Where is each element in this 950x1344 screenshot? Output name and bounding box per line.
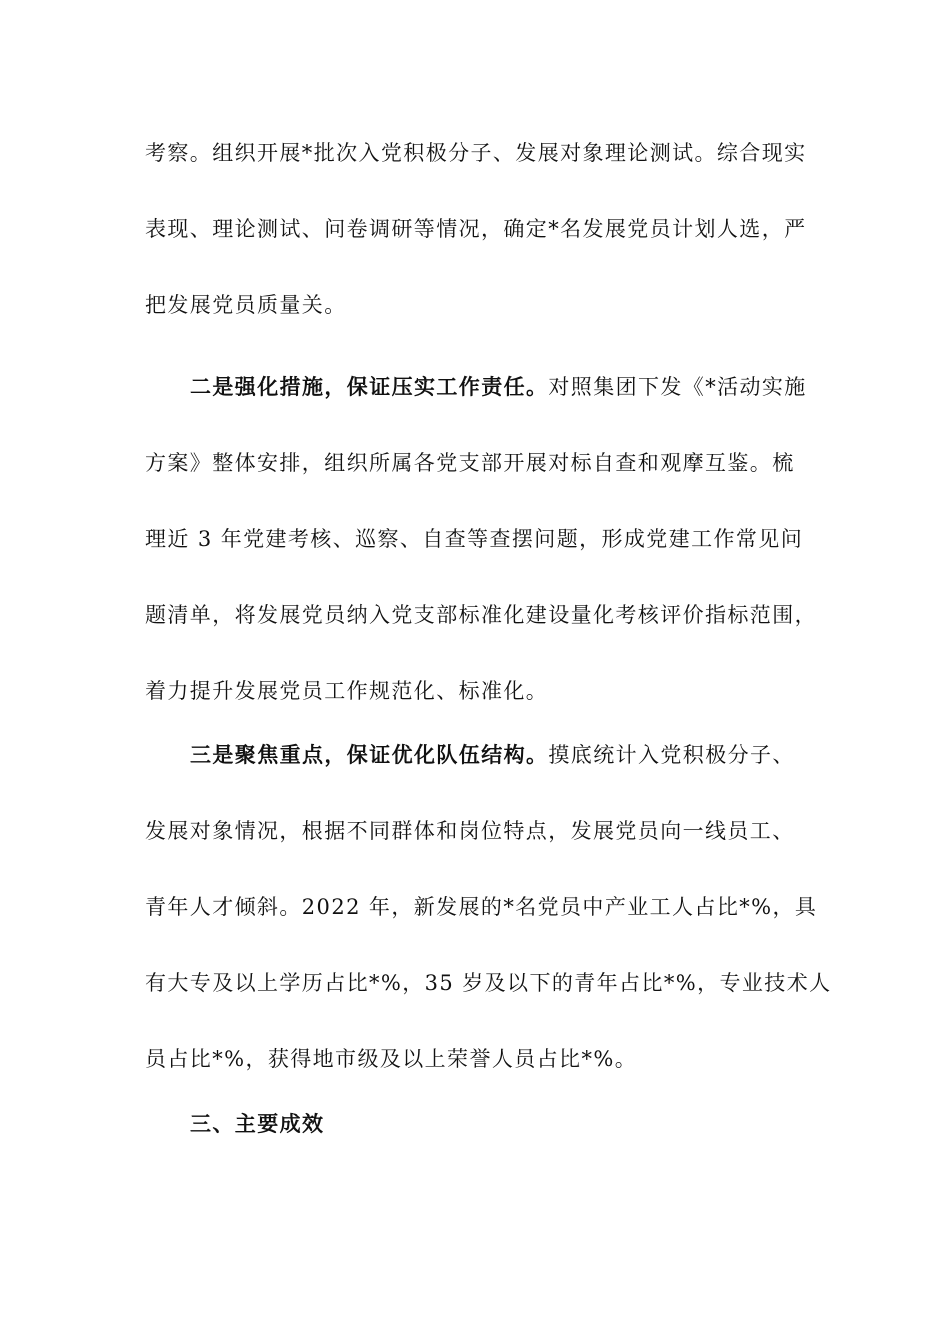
paragraph-line: 题清单，将发展党员纳入党支部标准化建设量化考核评价指标范围，	[145, 603, 817, 627]
paragraph-selection-process	[145, 115, 805, 343]
paragraph-first-line	[145, 349, 805, 425]
paragraph-line: 青年人才倾斜。2022 年，新发展的*名党员中产业工人占比*%，具	[145, 895, 818, 919]
paragraph-line: 表现、理论测试、问卷调研等情况，确定*名发展党员计划人选，严	[145, 217, 807, 241]
paragraph-focus-priorities	[145, 717, 832, 1097]
paragraph-line: 把发展党员质量关。	[145, 293, 347, 317]
paragraph-line: 考察。组织开展*批次入党积极分子、发展对象理论测试。综合现实	[145, 141, 807, 165]
paragraph-line: 理近 3 年党建考核、巡察、自查等查摆问题，形成党建工作常见问	[145, 527, 804, 551]
paragraph-strengthen-measures	[145, 349, 817, 729]
paragraph-line: 发展对象情况，根据不同群体和岗位特点，发展党员向一线员工、	[145, 819, 795, 843]
paragraph-line: 方案》整体安排，组织所属各党支部开展对标自查和观摩互鉴。梳	[145, 451, 795, 475]
paragraph-lead: 三是聚焦重点，保证优化队伍结构。	[190, 742, 549, 767]
paragraph-line-rest: 摸底统计入党积极分子、	[548, 743, 795, 767]
paragraph-line: 着力提升发展党员工作规范化、标准化。	[145, 679, 549, 703]
paragraph-line-rest: 对照集团下发《*活动实施	[548, 375, 807, 399]
paragraph-lead: 二是强化措施，保证压实工作责任。	[190, 374, 549, 399]
section-heading: 三、主要成效	[190, 1111, 325, 1136]
paragraph-first-line	[145, 717, 805, 793]
paragraph-line: 有大专及以上学历占比*%，35 岁及以下的青年占比*%，专业技术人	[145, 971, 832, 995]
paragraph-line: 员占比*%，获得地市级及以上荣誉人员占比*%。	[145, 1047, 638, 1071]
